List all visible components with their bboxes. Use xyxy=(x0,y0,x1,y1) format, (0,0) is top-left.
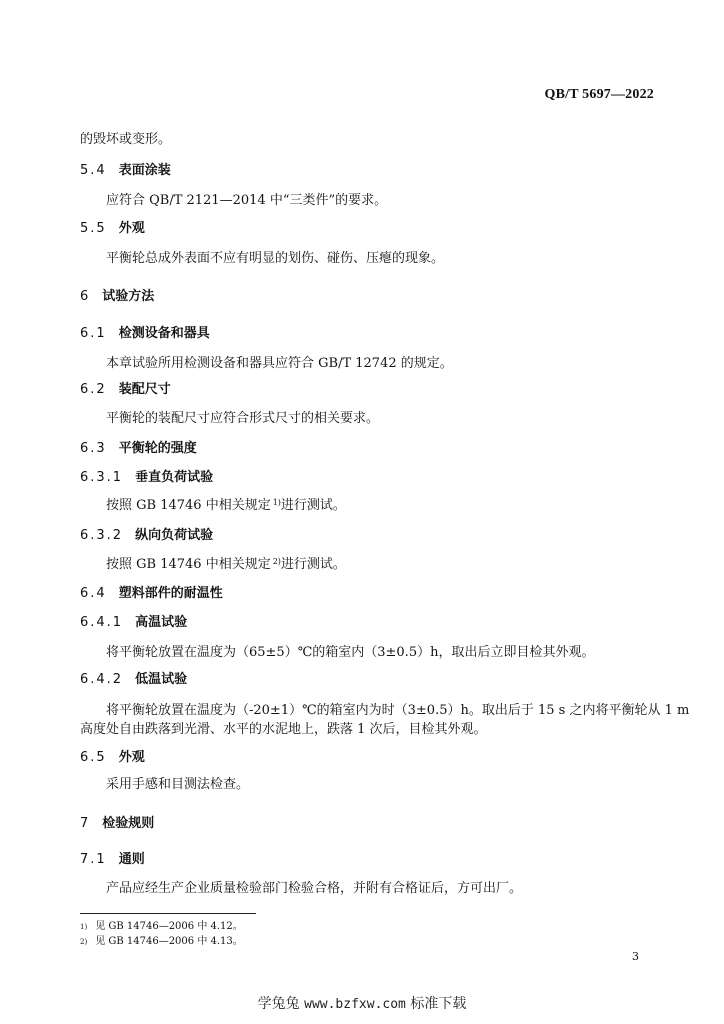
footnote-1 xyxy=(80,920,243,934)
paragraph-6-4-1: 将平衡轮放置在温度为（65±5）℃的箱室内（3±0.5）h，取出后立即目检其外观。 xyxy=(106,645,595,660)
footnote-text: 见 GB 14746—2006 中 4.13。 xyxy=(95,936,243,947)
section-heading-6-3 xyxy=(80,440,197,458)
section-number: 7 xyxy=(80,816,91,831)
section-number: 6.1 xyxy=(80,326,107,341)
section-number: 6.4 xyxy=(80,586,107,601)
section-title: 通则 xyxy=(118,852,145,867)
section-heading-6-4-2 xyxy=(80,671,187,689)
watermark-suffix: 标准下载 xyxy=(410,996,467,1012)
section-heading-5-4 xyxy=(80,162,171,180)
section-heading-6-3-1 xyxy=(80,469,213,487)
section-title: 装配尺寸 xyxy=(118,382,171,397)
section-title: 试验方法 xyxy=(102,289,155,304)
section-heading-6-4 xyxy=(80,585,223,603)
paragraph-6-2: 平衡轮的装配尺寸应符合形式尺寸的相关要求。 xyxy=(106,411,380,426)
section-number: 5.5 xyxy=(80,221,107,236)
footnote-2 xyxy=(80,935,243,949)
section-title: 外观 xyxy=(118,221,145,236)
section-title: 检验规则 xyxy=(102,816,155,831)
section-number: 6.3.1 xyxy=(80,470,124,485)
paragraph-7-1: 产品应经生产企业质量检验部门检验合格，并附有合格证后，方可出厂。 xyxy=(106,881,523,896)
paragraph-text: 进行测试。 xyxy=(280,498,346,513)
paragraph-5-4: 应符合 QB/T 2121—2014 中“三类件”的要求。 xyxy=(106,193,388,208)
section-number: 5.4 xyxy=(80,163,107,178)
paragraph-text: 按照 GB 14746 中相关规定 xyxy=(106,498,271,513)
section-title: 垂直负荷试验 xyxy=(135,470,214,485)
download-watermark xyxy=(0,993,724,1013)
continuation-text: 的毁坏或变形。 xyxy=(80,132,172,147)
section-heading-6-3-2 xyxy=(80,527,213,545)
section-title: 低温试验 xyxy=(135,672,188,687)
section-title: 表面涂装 xyxy=(118,163,171,178)
paragraph-5-5: 平衡轮总成外表面不应有明显的划伤、碰伤、压瘪的现象。 xyxy=(106,251,445,266)
section-heading-6-5 xyxy=(80,749,145,767)
watermark-prefix: 学兔兔 xyxy=(257,996,300,1012)
chapter-heading-7 xyxy=(80,815,154,833)
section-number: 6.5 xyxy=(80,750,107,765)
section-number: 7.1 xyxy=(80,852,107,867)
section-number: 6.3.2 xyxy=(80,528,124,543)
paragraph-6-4-2-line1: 将平衡轮放置在温度为（-20±1）℃的箱室内为时（3±0.5）h。取出后于 15 s 之内将平衡轮从 1 m xyxy=(106,703,690,718)
section-heading-7-1 xyxy=(80,851,145,869)
footnote-text: 见 GB 14746—2006 中 4.12。 xyxy=(95,921,243,932)
section-title: 塑料部件的耐温性 xyxy=(118,586,223,601)
paragraph-6-5: 采用手感和目测法检查。 xyxy=(106,777,250,792)
footnote-reference: 2) xyxy=(272,557,281,566)
section-number: 6.3 xyxy=(80,441,107,456)
document-code: QB/T 5697—2022 xyxy=(544,87,654,102)
section-heading-6-2 xyxy=(80,381,171,399)
footnote-mark: 2) xyxy=(80,938,88,946)
section-title: 外观 xyxy=(118,750,145,765)
section-heading-6-4-1 xyxy=(80,614,187,632)
footnote-mark: 1) xyxy=(80,923,88,931)
section-number: 6.4.1 xyxy=(80,615,124,630)
paragraph-text: 进行测试。 xyxy=(280,557,346,572)
paragraph-text: 按照 GB 14746 中相关规定 xyxy=(106,557,271,572)
chapter-heading-6 xyxy=(80,288,154,306)
section-title: 平衡轮的强度 xyxy=(118,441,197,456)
footnote-divider xyxy=(80,913,256,914)
section-number: 6.4.2 xyxy=(80,672,124,687)
section-title: 纵向负荷试验 xyxy=(135,528,214,543)
footnote-reference: 1) xyxy=(272,498,281,507)
paragraph-6-4-2-line2: 高度处自由跌落到光滑、水平的水泥地上，跌落 1 次后，目检其外观。 xyxy=(80,722,487,737)
paragraph-6-3-2 xyxy=(106,556,346,574)
paragraph-6-3-1 xyxy=(106,497,346,515)
paragraph-6-1: 本章试验所用检测设备和器具应符合 GB/T 12742 的规定。 xyxy=(106,356,453,371)
section-title: 检测设备和器具 xyxy=(118,326,210,341)
section-heading-6-1 xyxy=(80,325,210,343)
section-heading-5-5 xyxy=(80,220,145,238)
section-number: 6 xyxy=(80,289,91,304)
page-number: 3 xyxy=(632,950,639,963)
watermark-site: www.bzfxw.com xyxy=(304,997,406,1012)
section-number: 6.2 xyxy=(80,382,107,397)
section-title: 高温试验 xyxy=(135,615,188,630)
